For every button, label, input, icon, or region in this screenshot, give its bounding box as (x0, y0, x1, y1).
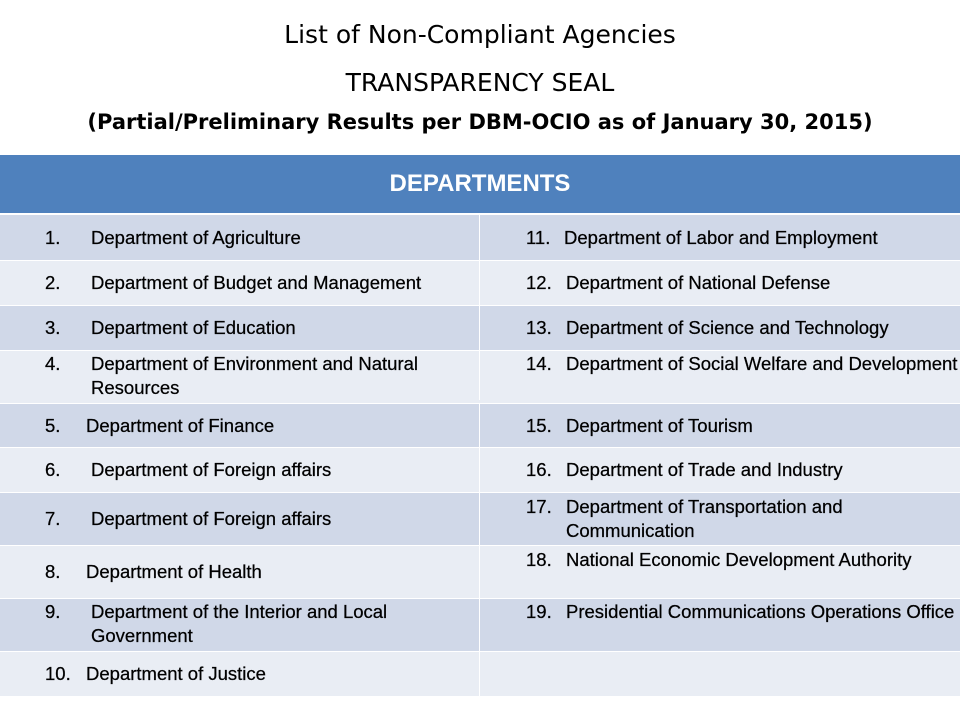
item-number: 14. (526, 353, 552, 374)
agency-name: Department of Tourism (566, 414, 753, 436)
table-cell (480, 652, 960, 696)
table-row (0, 404, 960, 448)
item-number: 2. (45, 272, 61, 293)
agency-name: Department of Agriculture (91, 226, 301, 248)
table-cell (0, 546, 480, 598)
table-cell (480, 215, 960, 260)
table-cell (0, 215, 480, 260)
agency-name: Department of Trade and Industry (566, 459, 843, 480)
table-cell (480, 261, 960, 305)
agency-name: Department of Labor and Employment (564, 226, 878, 248)
agency-name: National Economic Development Authority (566, 549, 912, 570)
table-cell (0, 261, 480, 305)
item-number: 15. (526, 414, 552, 436)
table-row (0, 306, 960, 351)
agency-name: Department of Finance (86, 414, 275, 436)
item-number: 17. (526, 496, 552, 517)
agency-name: Department of Health (86, 561, 262, 582)
item-number: 12. (526, 272, 552, 293)
agency-name: Department of National Defense (566, 272, 831, 293)
table-cell (480, 493, 960, 545)
agency-name: Department of Education (91, 317, 296, 338)
item-number: 5. (45, 414, 61, 436)
item-number: 10. (45, 663, 71, 684)
item-number: 19. (526, 601, 552, 622)
item-number: 11. (526, 226, 551, 248)
page-subtitle: TRANSPARENCY SEAL (345, 68, 615, 97)
table-cell (0, 351, 480, 400)
item-number: 7. (45, 508, 61, 529)
agency-name: Presidential Communications Operations Office (566, 601, 955, 622)
table-cell (480, 351, 960, 376)
table-row (0, 215, 960, 261)
agency-name: Department of Foreign affairs (91, 459, 332, 480)
departments-table (0, 155, 960, 697)
table-cell (0, 448, 480, 492)
agency-name: Department of Transportation and Communication (566, 496, 843, 541)
table-cell (0, 599, 480, 651)
agency-name: Department of Budget and Management (91, 272, 422, 293)
agency-name: Department of Environment and Natural Resources (91, 353, 419, 398)
item-number: 8. (45, 561, 61, 582)
table-cell (0, 652, 480, 696)
table-cell (480, 599, 960, 651)
table-row (0, 351, 960, 404)
item-number: 16. (526, 459, 552, 480)
table-cell (480, 306, 960, 350)
table-cell (480, 546, 960, 598)
table-cell (0, 493, 480, 545)
table-heading: DEPARTMENTS (0, 155, 960, 215)
item-number: 4. (45, 353, 61, 374)
item-number: 3. (45, 317, 61, 338)
page-title: List of Non-Compliant Agencies (284, 20, 676, 49)
table-row (0, 448, 960, 493)
table-cell (0, 306, 480, 350)
table-row (0, 599, 960, 652)
agency-name: Department of Science and Technology (566, 317, 889, 338)
table-cell (480, 404, 960, 447)
item-number: 9. (45, 601, 61, 622)
agency-name: Department of the Interior and Local Government (91, 601, 388, 646)
item-number: 18. (526, 549, 552, 570)
table-cell (480, 448, 960, 492)
table-row (0, 652, 960, 697)
item-number: 1. (45, 226, 61, 248)
agency-name: Department of Foreign affairs (91, 508, 332, 529)
agency-name: Department of Justice (86, 663, 266, 684)
agency-name: Department of Social Welfare and Development (566, 353, 958, 374)
item-number: 13. (526, 317, 552, 338)
item-number: 6. (45, 459, 61, 480)
table-row (0, 261, 960, 306)
results-note: (Partial/Preliminary Results per DBM-OCIO as of January 30, 2015) (87, 110, 873, 134)
table-row (0, 546, 960, 599)
table-row (0, 493, 960, 546)
table-cell (0, 404, 480, 447)
